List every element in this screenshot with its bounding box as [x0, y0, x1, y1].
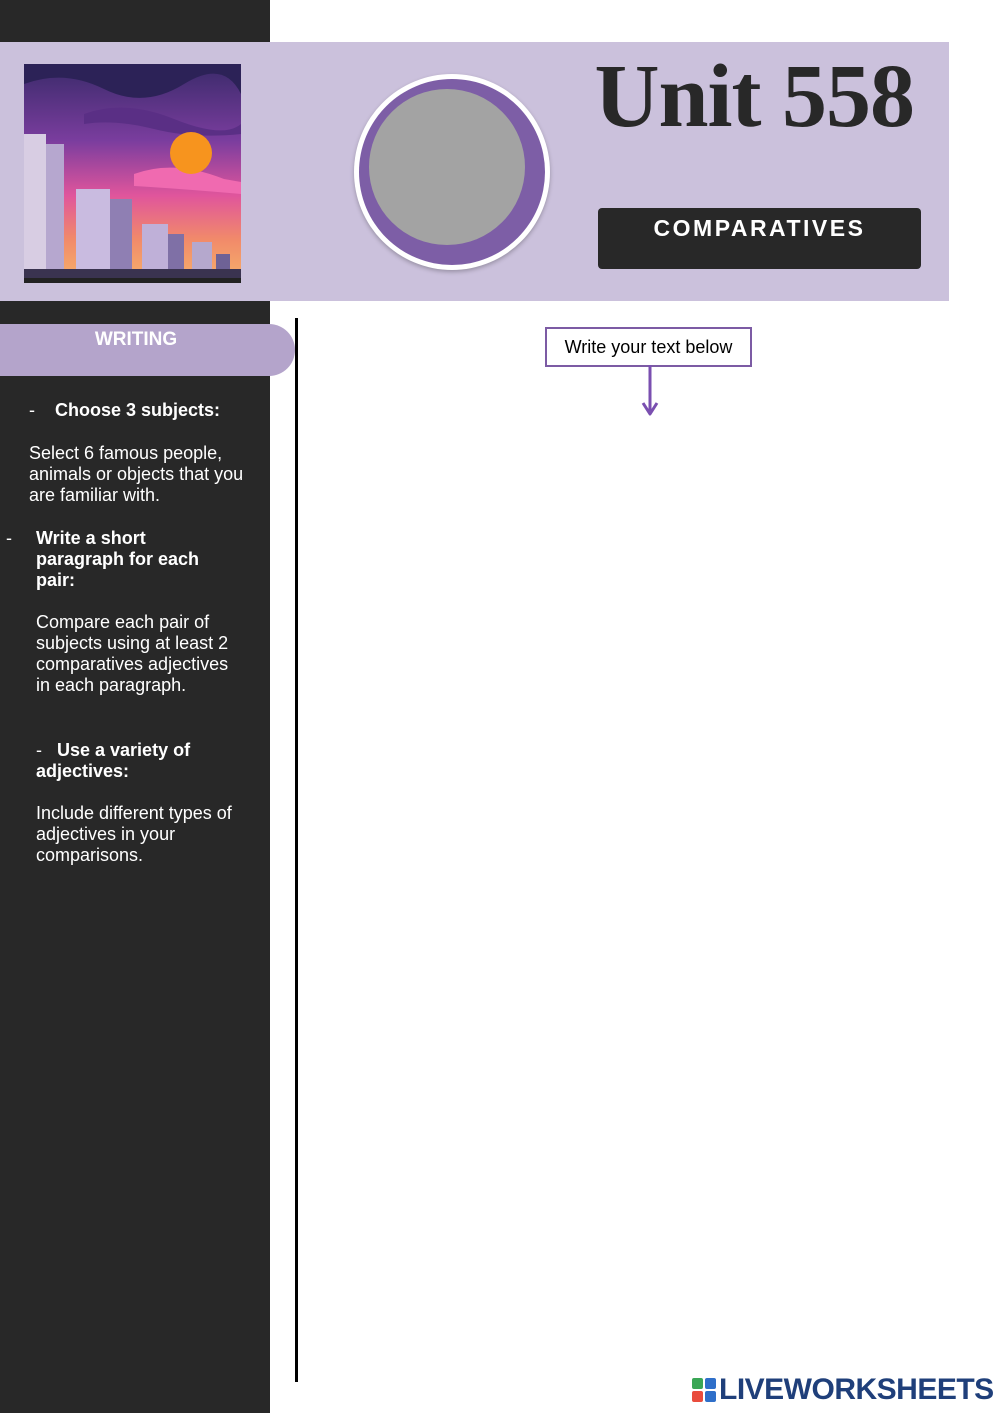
- topic-label: COMPARATIVES: [653, 215, 866, 241]
- bullet-dash: -: [36, 740, 42, 760]
- instruction-body-1: Select 6 famous people, animals or objects that you are familiar with.: [29, 443, 244, 505]
- bullet-dash: -: [6, 528, 12, 548]
- writing-tab-label: WRITING: [94, 329, 178, 350]
- topic-banner: [598, 208, 921, 269]
- profile-circle-frame: [354, 74, 550, 270]
- divider-line: [295, 318, 298, 1382]
- liveworksheets-logo: [692, 1373, 994, 1407]
- arrow-down-icon: [640, 365, 660, 424]
- liveworksheets-brand: LIVEWORKSHEETS: [719, 1373, 994, 1406]
- bullet-dash: -: [29, 400, 35, 420]
- instruction-heading-text: Choose 3 subjects:: [55, 400, 221, 420]
- instruction-heading-2: [36, 528, 226, 591]
- instruction-body-3: Include different types of adjectives in your comparisons.: [36, 803, 232, 865]
- instruction-heading-text: Write a short paragraph for each pair:: [36, 528, 200, 590]
- writing-tab: [0, 324, 295, 376]
- profile-circle-placeholder: [369, 89, 525, 245]
- instruction-heading-1: [29, 400, 249, 421]
- liveworksheets-logo-icon: [692, 1378, 716, 1402]
- unit-title: Unit 558: [594, 47, 914, 146]
- instruction-body-2: Compare each pair of subjects using at least 2 comparatives adjectives in each paragraph.: [36, 612, 229, 695]
- city-sunset-image: [24, 64, 241, 283]
- write-prompt-label: Write your text below: [564, 337, 733, 357]
- instruction-heading-3: [36, 740, 236, 782]
- instruction-heading-text: Use a variety of adjectives:: [36, 740, 191, 781]
- write-prompt-box: [545, 327, 752, 367]
